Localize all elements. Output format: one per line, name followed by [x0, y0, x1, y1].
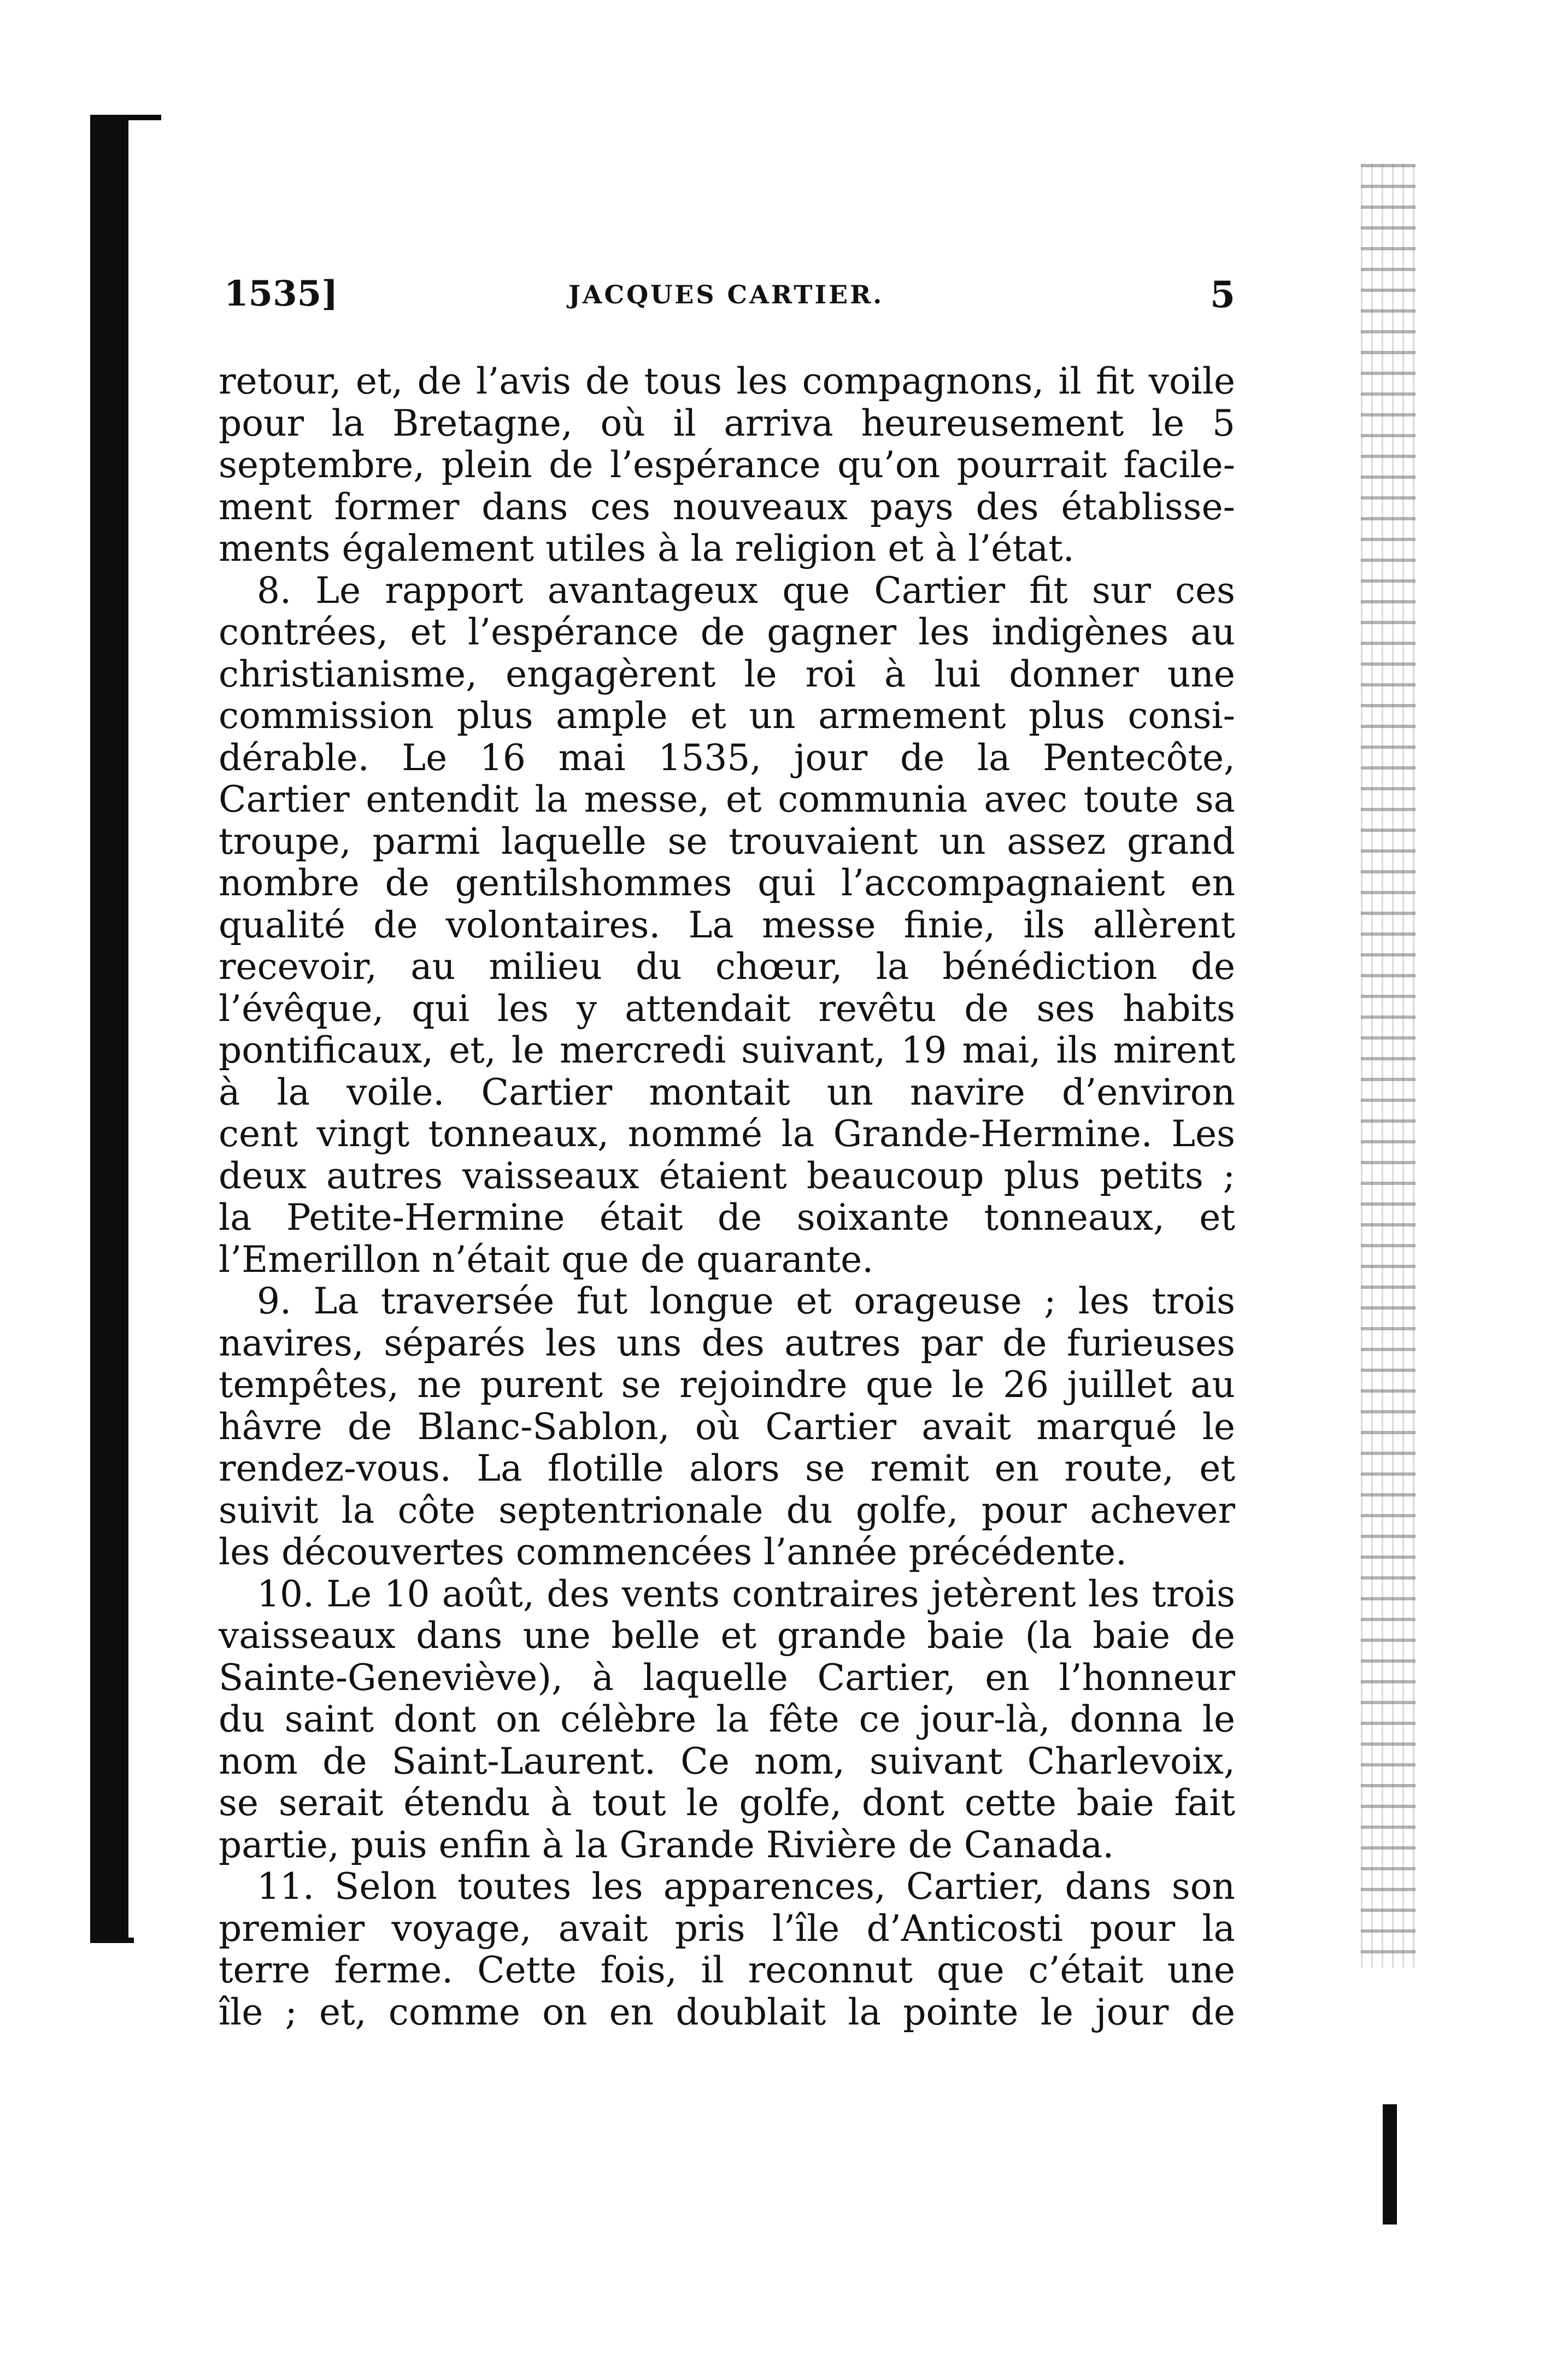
text-line: dérable. Le 16 mai 1535, jour de la Pentecôte, [219, 736, 1235, 779]
text-line: septembre, plein de l’espérance qu’on pourrait facile- [219, 444, 1235, 486]
text-line: du saint dont on célèbre la fête ce jour-là, donna le [219, 1698, 1235, 1740]
text-line: Sainte-Geneviève), à laquelle Cartier, en l’honneur [219, 1656, 1235, 1699]
text-line: navires, séparés les uns des autres par de furieuses [219, 1322, 1235, 1364]
text-line: commission plus ample et un armement plus consi- [219, 695, 1235, 737]
page-number: 5 [1210, 273, 1235, 316]
text-line: ments également utiles à la religion et à l’état. [219, 527, 1074, 570]
text-line: la Petite-Hermine était de soixante tonneaux, et [219, 1196, 1235, 1239]
text-line: nom de Saint-Laurent. Ce nom, suivant Charlevoix, [219, 1740, 1235, 1782]
header-year: 1535] [224, 273, 338, 314]
text-line: suivit la côte septentrionale du golfe, pour achever [219, 1489, 1235, 1531]
scan-right-edge [1361, 164, 1416, 1968]
text-line: christianisme, engagèrent le roi à lui donner une [219, 653, 1235, 695]
scan-right-edge-bar [1383, 2104, 1397, 2225]
text-line: les découvertes commencées l’année précédente. [219, 1531, 1127, 1573]
scan-left-edge-top [90, 115, 161, 120]
text-line: premier voyage, avait pris l’île d’Anticosti pour la [219, 1907, 1235, 1950]
scan-left-edge-bottom [90, 1938, 134, 1943]
text-line: pour la Bretagne, où il arriva heureusement le 5 [219, 402, 1235, 444]
text-line: tempêtes, ne purent se rejoindre que le 26 juillet au [219, 1364, 1235, 1406]
text-line: recevoir, au milieu du chœur, la bénédiction de [219, 946, 1235, 988]
text-line: Cartier entendit la messe, et communia avec toute sa [219, 778, 1235, 820]
text-line: nombre de gentilshommes qui l’accompagnaient en [219, 862, 1235, 904]
text-line: partie, puis enfin à la Grande Rivière de Canada. [219, 1823, 1114, 1866]
text-line: hâvre de Blanc-Sablon, où Cartier avait marqué le [219, 1405, 1235, 1448]
text-line: île ; et, comme on en doublait la pointe le jour de [219, 1991, 1235, 2033]
text-line: l’évêque, qui les y attendait revêtu de ses habits [219, 987, 1235, 1030]
text-line: se serait étendu à tout le golfe, dont cette baie fait [219, 1782, 1235, 1824]
text-line: vaisseaux dans une belle et grande baie (la baie de [219, 1615, 1235, 1657]
header-title: JACQUES CARTIER. [568, 280, 884, 309]
text-line: cent vingt tonneaux, nommé la Grande-Hermine. Les [219, 1113, 1235, 1155]
text-line: 8. Le rapport avantageux que Cartier fit sur ces [257, 569, 1235, 612]
text-line: ment former dans ces nouveaux pays des établisse- [219, 485, 1235, 528]
text-line: pontificaux, et, le mercredi suivant, 19 mai, ils mirent [219, 1029, 1235, 1071]
text-line: terre ferme. Cette fois, il reconnut que c’était une [219, 1949, 1235, 1991]
text-line: à la voile. Cartier montait un navire d’environ [219, 1071, 1235, 1113]
text-line: retour, et, de l’avis de tous les compagnons, il fit voile [219, 360, 1235, 402]
body-text [219, 361, 1235, 2033]
scan-left-edge [90, 115, 128, 1940]
text-line: contrées, et l’espérance de gagner les indigènes au [219, 611, 1235, 653]
text-line: deux autres vaisseaux étaient beaucoup plus petits ; [219, 1154, 1235, 1197]
text-line: qualité de volontaires. La messe finie, ils allèrent [219, 903, 1235, 946]
text-line: rendez-vous. La flotille alors se remit en route, et [219, 1447, 1235, 1489]
text-line: l’Emerillon n’était que de quarante. [219, 1238, 874, 1281]
text-line: 11. Selon toutes les apparences, Cartier, dans son [257, 1865, 1235, 1908]
text-line: 9. La traversée fut longue et orageuse ; les trois [257, 1280, 1235, 1322]
running-header [224, 273, 1235, 333]
text-line: 10. Le 10 août, des vents contraires jetèrent les trois [257, 1572, 1235, 1615]
text-line: troupe, parmi laquelle se trouvaient un assez grand [219, 820, 1235, 862]
